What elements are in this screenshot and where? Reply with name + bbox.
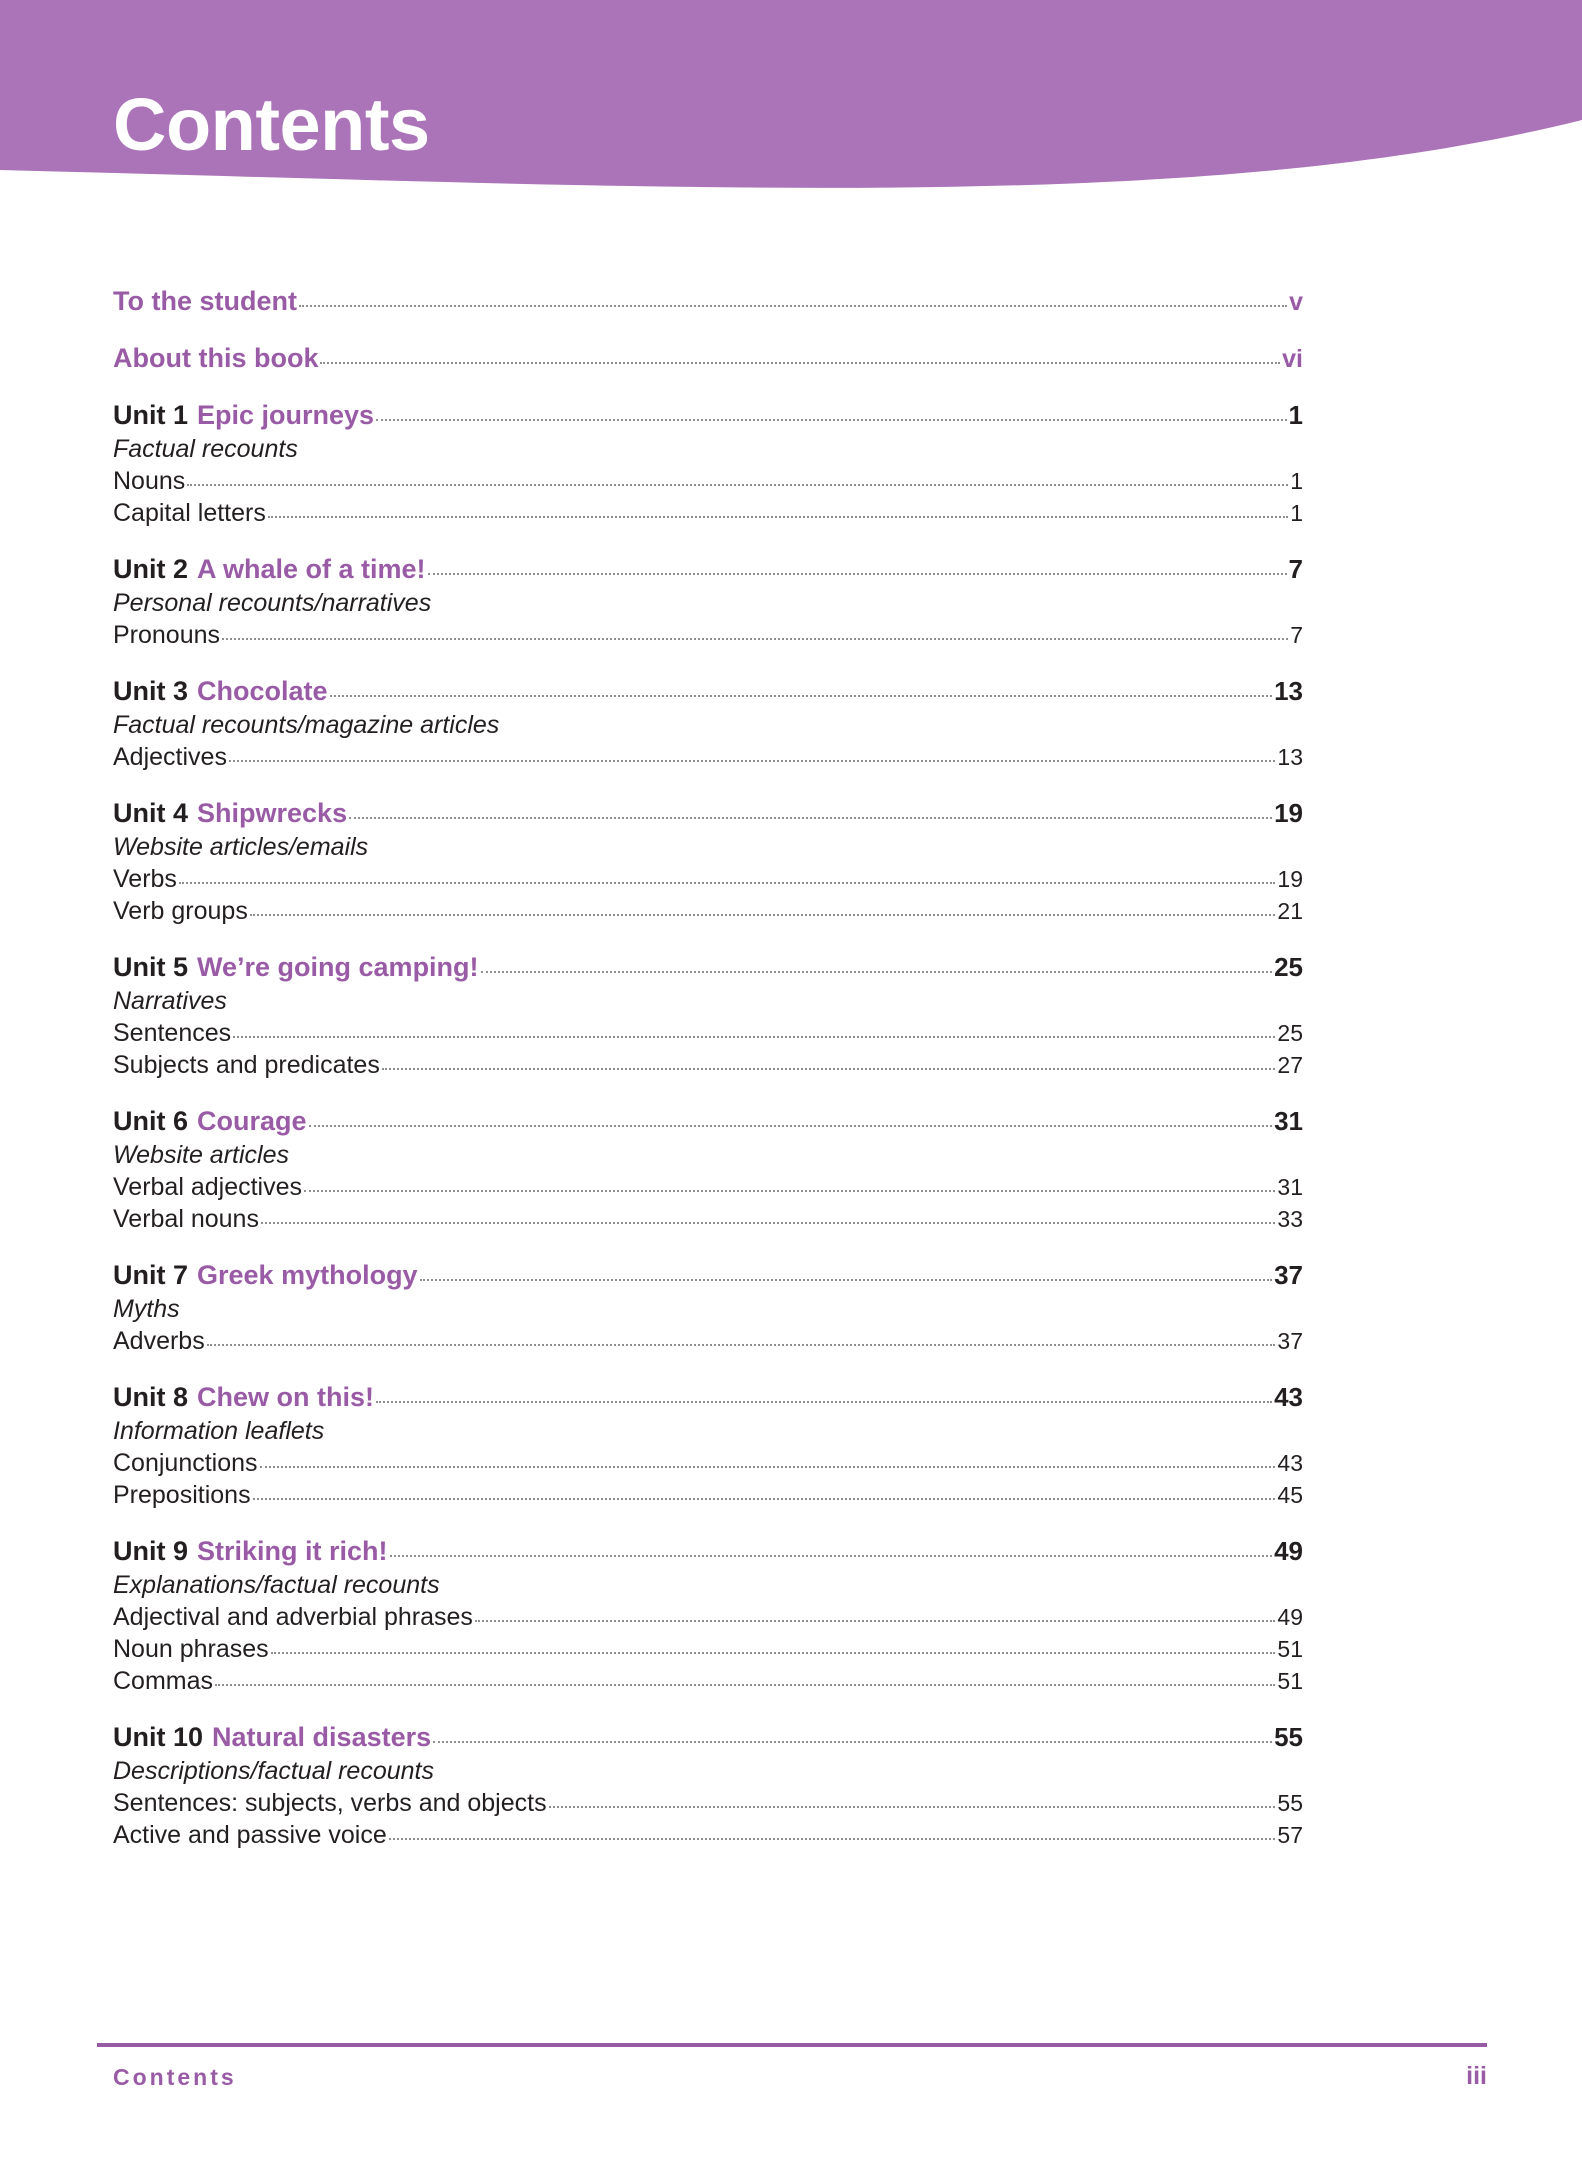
dot-leader [428,572,1287,575]
topic-page: 31 [1277,1174,1303,1200]
toc-entry-label: About this book [113,343,319,373]
toc-topic-row[interactable] [113,1327,1303,1356]
unit-page: 55 [1274,1722,1303,1752]
unit-number: Unit 8 [113,1382,189,1412]
topic-page: 25 [1277,1020,1303,1046]
unit-genre: Information leaflets [113,1417,325,1445]
topic-page: 1 [1290,468,1303,494]
unit-page: 49 [1274,1536,1303,1566]
dot-leader [475,1619,1275,1622]
footer-divider [97,2043,1487,2047]
unit-number-and-name [113,1382,374,1413]
toc-unit-block [113,1536,1303,1696]
toc-unit-block [113,1382,1303,1510]
topic-label: Verbal adjectives [113,1173,303,1201]
footer-section-label: Contents [113,2064,237,2090]
topic-page: 49 [1277,1604,1303,1630]
unit-number-and-name [113,1536,388,1567]
toc-topic-row[interactable] [113,1667,1303,1696]
toc-topic-row[interactable] [113,1051,1303,1080]
toc-unit-block [113,952,1303,1080]
unit-number-and-name [113,1722,431,1753]
toc-unit-block [113,798,1303,926]
unit-page: 25 [1274,952,1303,982]
toc-unit-block [113,1260,1303,1356]
unit-name: Chew on this! [197,1382,375,1412]
topic-page: 45 [1277,1482,1303,1508]
topic-page: 7 [1290,622,1303,648]
topic-label: Capital letters [113,499,266,527]
unit-number-and-name [113,1106,307,1137]
topic-page: 19 [1277,866,1303,892]
topic-label: Active and passive voice [113,1821,387,1849]
page-title: Contents [113,83,430,166]
topic-label: Adverbs [113,1327,205,1355]
dot-leader [389,1837,1276,1840]
topic-page: 51 [1277,1636,1303,1662]
topic-label: Noun phrases [113,1635,269,1663]
topic-label: Conjunctions [113,1449,258,1477]
topic-page: 37 [1277,1328,1303,1354]
table-of-contents [113,286,1303,1876]
toc-unit-heading[interactable] [113,1382,1303,1413]
toc-topic-row[interactable] [113,897,1303,926]
toc-topic-row[interactable] [113,1019,1303,1048]
dot-leader [376,1400,1272,1403]
toc-topic-row[interactable] [113,865,1303,894]
toc-unit-heading[interactable] [113,952,1303,983]
topic-label: Adjectival and adverbial phrases [113,1603,473,1631]
unit-number-and-name [113,676,328,707]
topic-label: Verbal nouns [113,1205,259,1233]
unit-number: Unit 1 [113,400,189,430]
unit-page: 37 [1274,1260,1303,1290]
unit-name: Courage [197,1106,307,1136]
toc-topic-row[interactable] [113,743,1303,772]
toc-unit-heading[interactable] [113,554,1303,585]
toc-unit-heading[interactable] [113,1260,1303,1291]
dot-leader [261,1221,1275,1224]
toc-topic-row[interactable] [113,467,1303,496]
unit-number-and-name [113,400,374,431]
toc-topic-row[interactable] [113,499,1303,528]
unit-number: Unit 2 [113,554,189,584]
dot-leader [349,816,1272,819]
unit-name: We’re going camping! [197,952,479,982]
toc-unit-block [113,554,1303,650]
toc-entry-about-this-book[interactable] [113,343,1303,374]
page-header [0,0,1582,250]
toc-unit-block [113,1722,1303,1850]
unit-name: A whale of a time! [197,554,426,584]
dot-leader [215,1683,1275,1686]
unit-name: Natural disasters [212,1722,432,1752]
unit-genre: Factual recounts/magazine articles [113,711,500,739]
toc-unit-heading[interactable] [113,1106,1303,1137]
dot-leader [549,1805,1276,1808]
unit-number: Unit 6 [113,1106,189,1136]
dot-leader [229,759,1275,762]
unit-genre: Website articles/emails [113,833,369,861]
topic-page: 55 [1277,1790,1303,1816]
unit-genre: Narratives [113,987,227,1015]
unit-number-and-name [113,952,479,983]
unit-number-and-name [113,798,347,829]
toc-unit-heading[interactable] [113,798,1303,829]
unit-genre: Website articles [113,1141,289,1169]
topic-page: 51 [1277,1668,1303,1694]
footer-page-number: iii [1466,2062,1487,2090]
toc-topic-row[interactable] [113,1481,1303,1510]
unit-page: 31 [1274,1106,1303,1136]
unit-page: 13 [1274,676,1303,706]
toc-topic-row[interactable] [113,1173,1303,1202]
toc-topic-row[interactable] [113,1205,1303,1234]
toc-entry-to-the-student[interactable] [113,286,1303,317]
unit-number-and-name [113,1260,418,1291]
dot-leader [268,515,1288,518]
unit-number: Unit 10 [113,1722,204,1752]
dot-leader [420,1278,1273,1281]
topic-page: 1 [1290,500,1303,526]
toc-unit-block [113,400,1303,528]
toc-topic-row[interactable] [113,1603,1303,1632]
topic-label: Sentences: subjects, verbs and objects [113,1789,547,1817]
unit-number: Unit 5 [113,952,189,982]
unit-page: 19 [1274,798,1303,828]
toc-topic-row[interactable] [113,1449,1303,1478]
topic-page: 13 [1277,744,1303,770]
unit-genre: Factual recounts [113,435,298,463]
unit-name: Greek mythology [197,1260,418,1290]
toc-unit-heading[interactable] [113,400,1303,431]
dot-leader [260,1465,1276,1468]
unit-name: Striking it rich! [197,1536,388,1566]
topic-label: Prepositions [113,1481,251,1509]
dot-leader [179,881,1275,884]
unit-page: 7 [1288,554,1303,584]
topic-page: 57 [1277,1822,1303,1848]
topic-label: Adjectives [113,743,227,771]
dot-leader [233,1035,1275,1038]
toc-unit-block [113,676,1303,772]
unit-genre: Descriptions/factual recounts [113,1757,434,1785]
dot-leader [481,970,1273,973]
unit-number: Unit 4 [113,798,189,828]
dot-leader [390,1554,1273,1557]
topic-label: Commas [113,1667,214,1695]
unit-page: 43 [1274,1382,1303,1412]
toc-entry-page: v [1289,288,1303,316]
toc-unit-heading[interactable] [113,676,1303,707]
toc-topic-row[interactable] [113,1821,1303,1850]
toc-entry-page: vi [1282,345,1303,373]
topic-page: 33 [1277,1206,1303,1232]
unit-genre: Personal recounts/narratives [113,589,432,617]
topic-label: Sentences [113,1019,232,1047]
topic-page: 43 [1277,1450,1303,1476]
topic-label: Subjects and predicates [113,1051,380,1079]
dot-leader [433,1740,1272,1743]
topic-page: 21 [1277,898,1303,924]
dot-leader [304,1189,1275,1192]
toc-unit-heading[interactable] [113,1722,1303,1753]
dot-leader [250,913,1276,916]
topic-label: Nouns [113,467,186,495]
dot-leader [376,418,1286,421]
unit-page: 1 [1288,400,1303,430]
dot-leader [271,1651,1276,1654]
dot-leader [207,1343,1276,1346]
toc-topic-row[interactable] [113,1789,1303,1818]
toc-topic-row[interactable] [113,1635,1303,1664]
dot-leader [253,1497,1276,1500]
unit-number: Unit 3 [113,676,189,706]
unit-name: Chocolate [197,676,328,706]
dot-leader [382,1067,1276,1070]
unit-name: Epic journeys [197,400,375,430]
topic-label: Verb groups [113,897,248,925]
dot-leader [320,361,1280,364]
toc-topic-row[interactable] [113,621,1303,650]
toc-unit-heading[interactable] [113,1536,1303,1567]
toc-unit-block [113,1106,1303,1234]
dot-leader [299,304,1287,307]
dot-leader [330,694,1273,697]
toc-entry-label: To the student [113,286,297,316]
unit-number: Unit 9 [113,1536,189,1566]
topic-label: Verbs [113,865,177,893]
unit-number-and-name [113,554,426,585]
unit-number: Unit 7 [113,1260,189,1290]
dot-leader [309,1124,1273,1127]
dot-leader [187,483,1288,486]
topic-label: Pronouns [113,621,221,649]
topic-page: 27 [1277,1052,1303,1078]
unit-genre: Explanations/factual recounts [113,1571,440,1599]
unit-name: Shipwrecks [197,798,348,828]
dot-leader [222,637,1288,640]
unit-genre: Myths [113,1295,180,1323]
